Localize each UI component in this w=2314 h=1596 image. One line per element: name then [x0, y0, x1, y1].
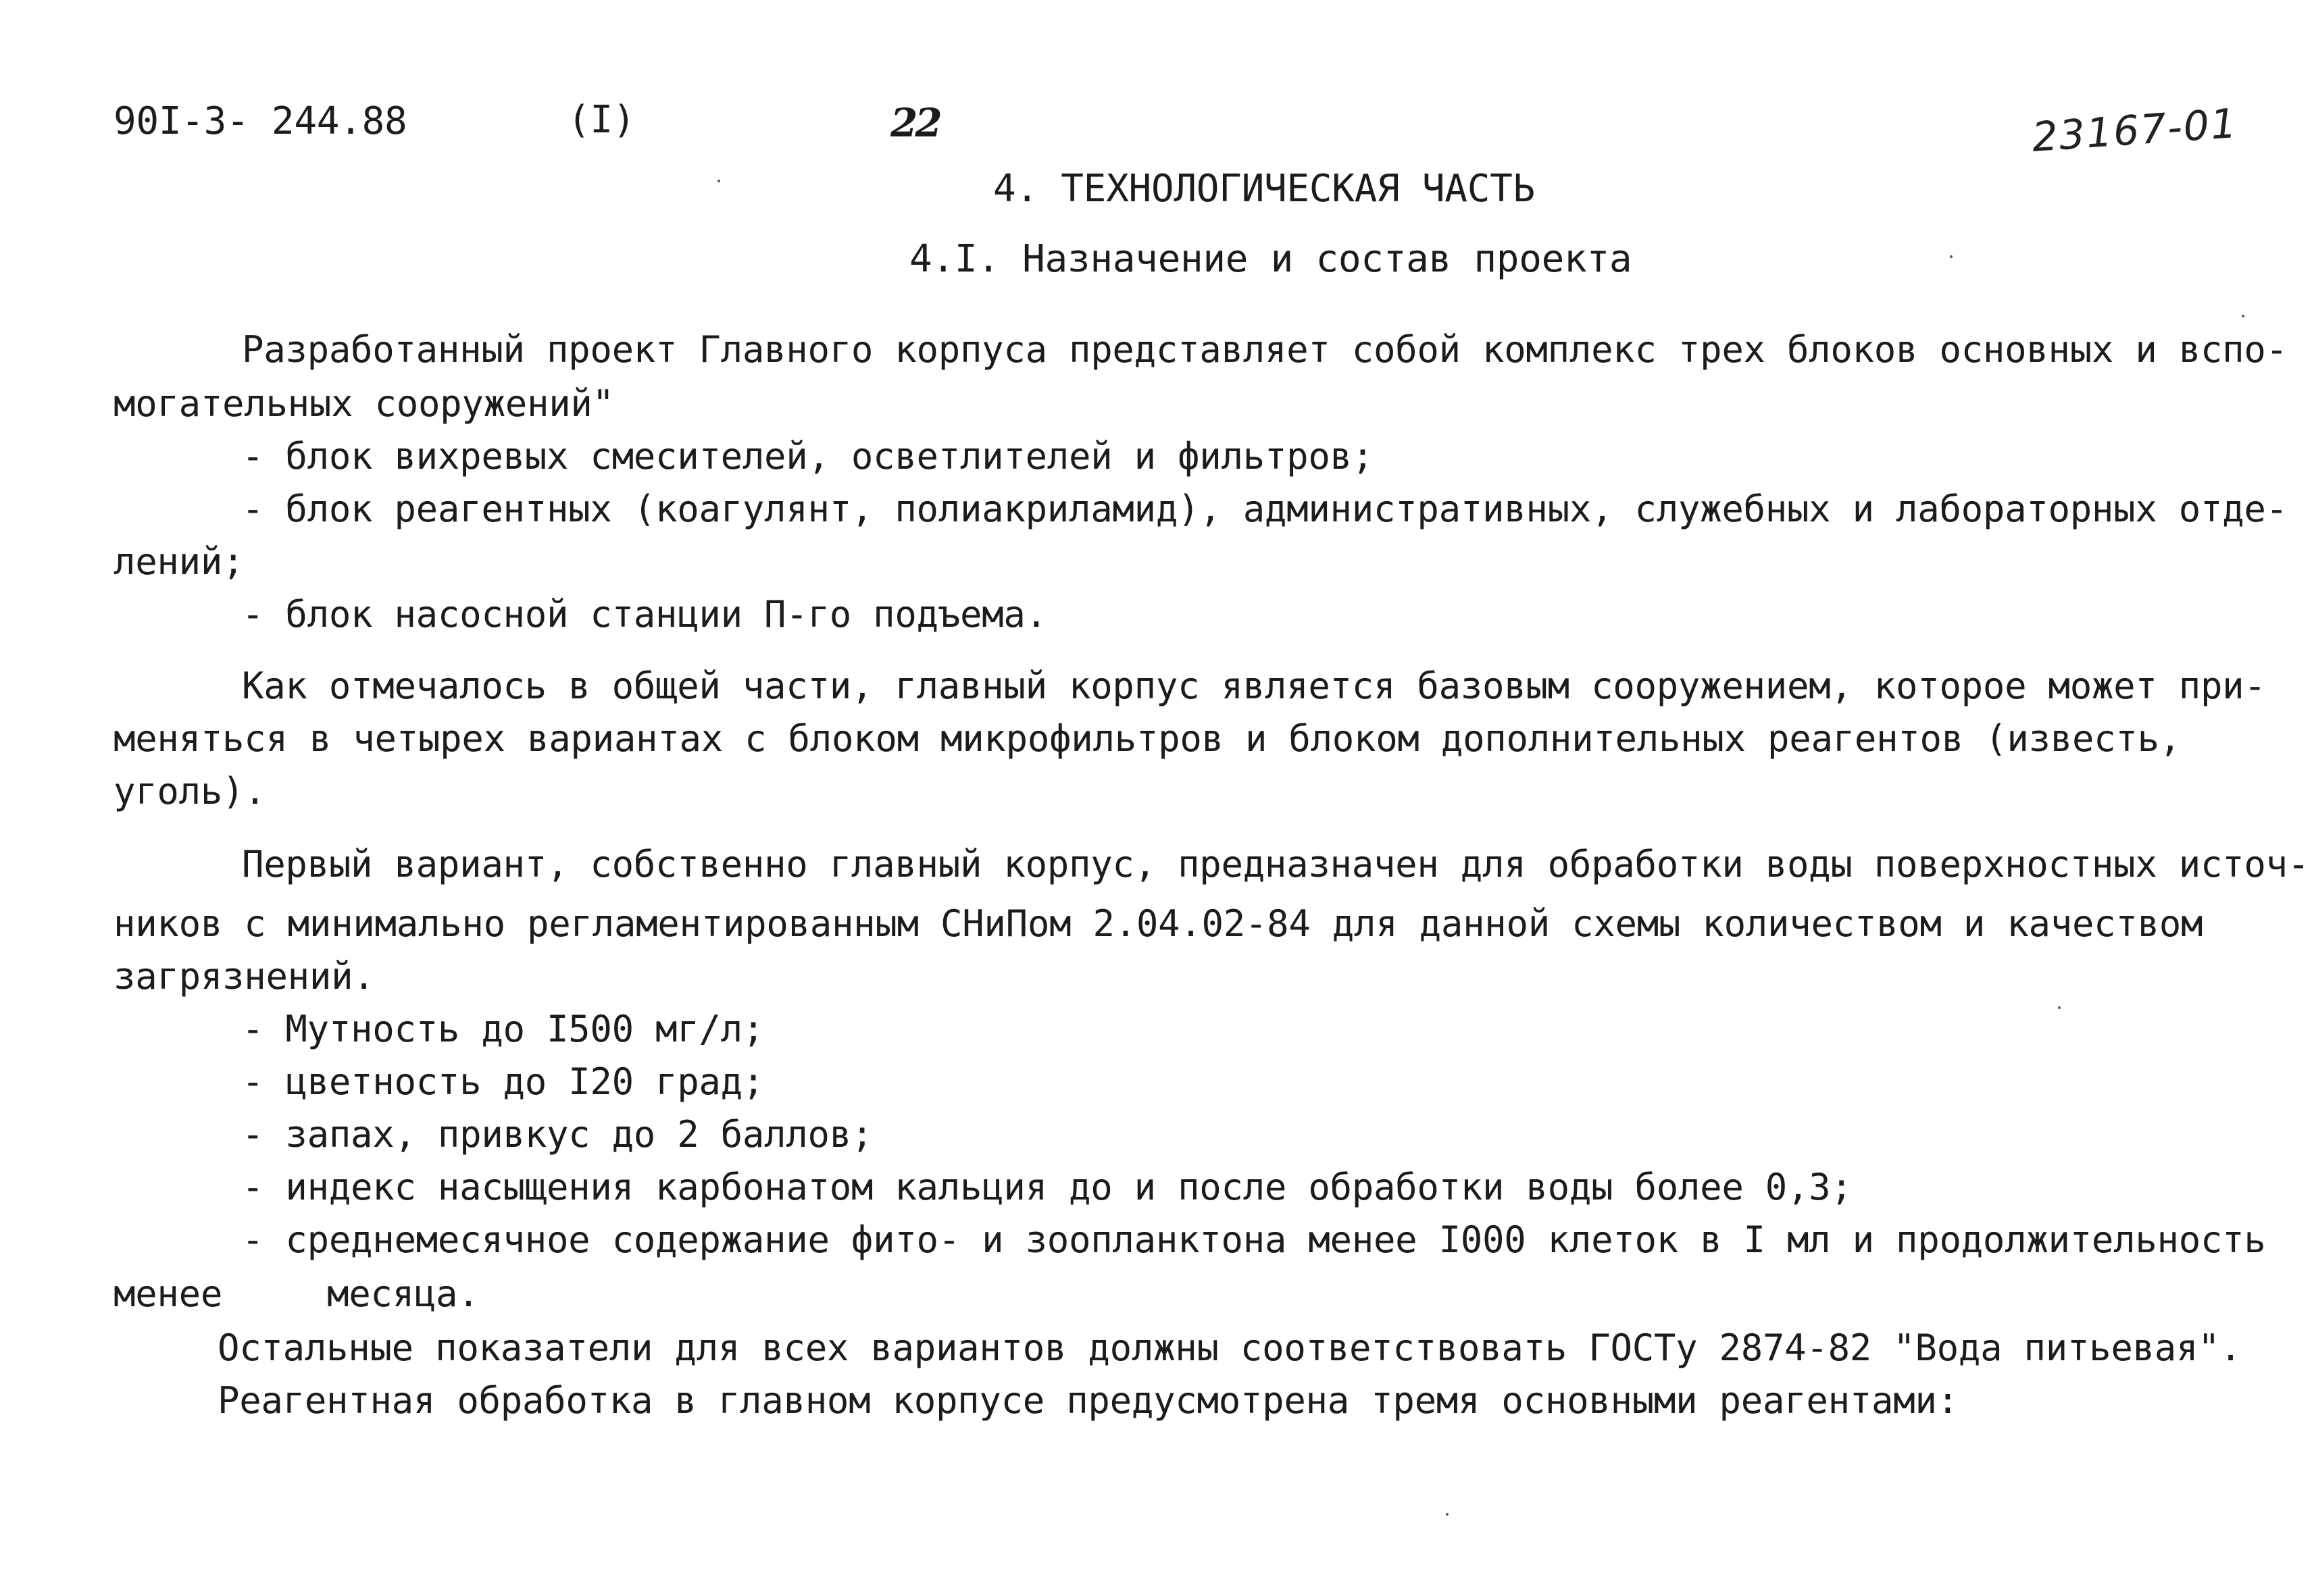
- scan-speck: [718, 180, 720, 182]
- paragraph-line: Как отмечалось в общей части, главный корпус является базовым сооружением, которое может при-: [242, 665, 2266, 707]
- section-subtitle: 4.I. Назначение и состав проекта: [909, 237, 1632, 281]
- scan-speck: [1446, 1513, 1449, 1516]
- list-item: - индекс насыщения карбонатом кальция до и после обработки воды более 0,3;: [242, 1166, 1853, 1208]
- section-title: 4. ТЕХНОЛОГИЧЕСКАЯ ЧАСТЬ: [993, 167, 1535, 211]
- paragraph-line: ников с минимально регламентированным СНиПом 2.04.02-84 для данной схемы количеством и качеством: [114, 902, 2203, 945]
- page-number: 22: [890, 100, 940, 146]
- paragraph-line: Первый вариант, собственно главный корпус, предназначен для обработки воды поверхностных источ-: [242, 843, 2310, 885]
- list-item: - цветность до I20 град;: [242, 1060, 765, 1103]
- paragraph-line: Остальные показатели для всех вариантов должны соответствовать ГОСТу 2874-82 "Вода питьевая".: [218, 1327, 2242, 1369]
- list-item: - блок насосной станции П-го подъема.: [242, 593, 1047, 636]
- paragraph-line: Разработанный проект Главного корпуса представляет собой комплекс трех блоков основных и вспо-: [242, 328, 2288, 371]
- paragraph-line: уголь).: [114, 770, 266, 813]
- paragraph-line: лений;: [114, 540, 245, 583]
- inventory-number: 23167-01: [2030, 99, 2240, 161]
- list-item: - блок вихревых смесителей, осветлителей и фильтров;: [242, 435, 1374, 478]
- list-item: - запах, привкус до 2 баллов;: [242, 1113, 874, 1156]
- paragraph-line: меняться в четырех вариантах с блоком микрофильтров и блоком дополнительных реагентов (известь,: [114, 717, 2182, 760]
- paragraph-line: менее: [114, 1272, 223, 1315]
- list-item: - среднемесячное содержание фито- и зоопланктона менее I000 клеток в I мл и продолжительность: [242, 1218, 2266, 1261]
- paragraph-line: загрязнений.: [114, 955, 375, 998]
- paragraph-line: месяца.: [327, 1272, 480, 1315]
- scan-speck: [1950, 255, 1953, 258]
- paragraph-line: могательных сооружений": [114, 382, 614, 425]
- scan-speck: [2242, 315, 2244, 317]
- list-item: - Мутность до I500 мг/л;: [242, 1008, 765, 1050]
- paragraph-line: Реагентная обработка в главном корпусе предусмотрена тремя основными реагентами:: [218, 1379, 1959, 1422]
- list-item: - блок реагентных (коагулянт, полиакриламид), административных, служебных и лабораторных отде-: [242, 488, 2288, 530]
- scan-speck: [2058, 1006, 2061, 1009]
- sheet-mark: (I): [568, 98, 636, 142]
- document-code: 90I-3- 244.88: [114, 99, 407, 143]
